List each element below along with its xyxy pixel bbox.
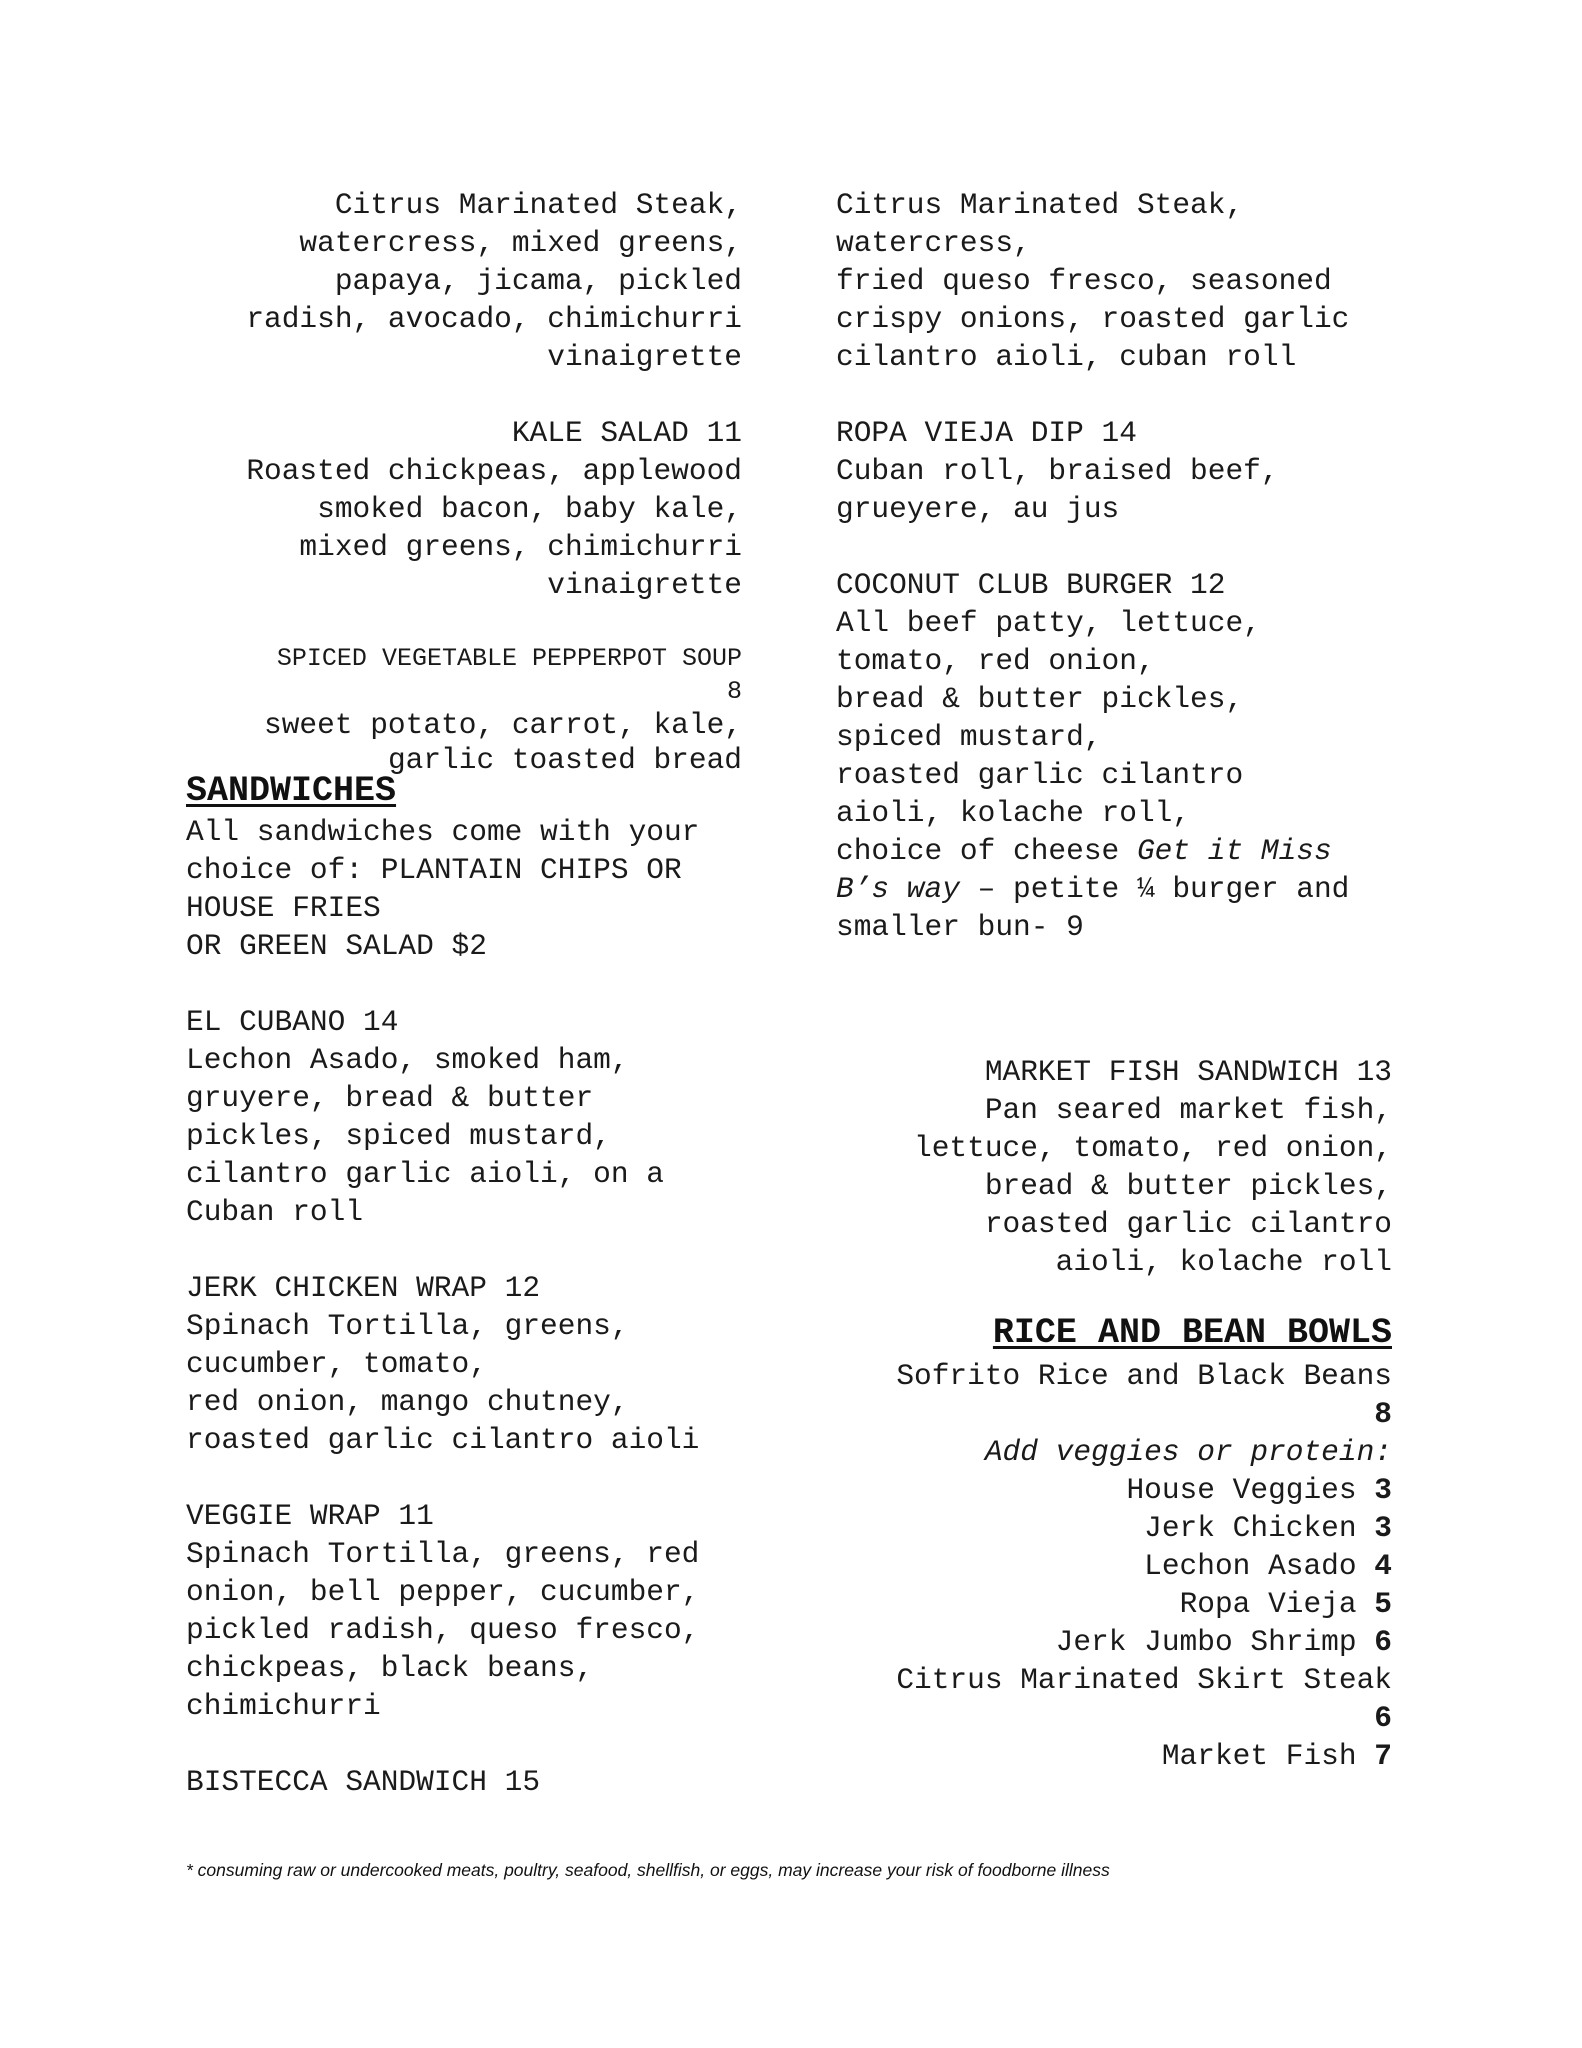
list-item — [836, 1547, 1392, 1585]
el-cubano-title: EL CUBANO 14 — [186, 1005, 399, 1039]
addon-price: 5 — [1374, 1587, 1392, 1621]
el-cubano-desc: Lechon Asado, smoked ham, gruyere, bread & butter pickles, spiced mustard, cilantro garlic aioli, on a Cuban roll — [186, 1043, 664, 1229]
skirt-steak-price: 6 — [1374, 1701, 1392, 1735]
right-top-column — [836, 186, 1401, 946]
jerk-wrap-title: JERK CHICKEN WRAP 12 — [186, 1271, 541, 1305]
burger-desc — [836, 604, 1401, 946]
ropa-vieja-desc: Cuban roll, braised beef, grueyere, au jus — [836, 454, 1279, 526]
soup-title: SPICED VEGETABLE PEPPERPOT SOUP 8 — [276, 644, 742, 706]
soup-desc: sweet potato, carrot, kale, garlic toasted bread — [264, 708, 742, 777]
addon-price: 4 — [1374, 1549, 1392, 1583]
burger-note-rest: – petite ¼ burger and smaller bun- 9 — [836, 872, 1350, 944]
footer-disclaimer: * consuming raw or undercooked meats, poultry, seafood, shellfish, or eggs, may increase your risk of foodborne illness — [186, 1860, 1110, 1880]
bowls-title: RICE AND BEAN BOWLS — [992, 1313, 1392, 1353]
skirt-steak-name: Citrus Marinated Skirt Steak — [896, 1663, 1392, 1697]
addon-list — [836, 1471, 1392, 1775]
kale-salad-desc: Roasted chickpeas, applewood smoked bacon, baby kale, mixed greens, chimichurri vinaigrette — [246, 454, 742, 602]
list-item — [836, 1585, 1392, 1623]
veggie-wrap-desc: Spinach Tortilla, greens, red onion, bell pepper, cucumber, pickled radish, queso fresco, chickpeas, black beans, chimichurri — [186, 1537, 700, 1723]
list-item — [836, 1509, 1392, 1547]
steak-salad-desc: Citrus Marinated Steak, watercress, mixed greens, papaya, jicama, pickled radish, avocado, chimichurri vinaigrette — [246, 188, 742, 374]
list-item — [836, 1737, 1392, 1775]
addon-name: Jerk Jumbo Shrimp — [1055, 1625, 1375, 1659]
right-bottom-column — [836, 1053, 1392, 1775]
left-top-column — [186, 186, 742, 778]
sandwiches-title: SANDWICHES — [186, 771, 397, 811]
addon-price: 3 — [1374, 1473, 1392, 1507]
add-label: Add veggies or protein: — [984, 1435, 1392, 1469]
burger-title: COCONUT CLUB BURGER 12 — [836, 568, 1226, 602]
list-item — [836, 1471, 1392, 1509]
fish-sandwich-desc: Pan seared market fish, lettuce, tomato, red onion, bread & butter pickles, roasted garlic cilantro aioli, kolache roll — [914, 1093, 1392, 1279]
bistecca-desc: Citrus Marinated Steak, watercress, fried queso fresco, seasoned crispy onions, roasted garlic cilantro aioli, cuban roll — [836, 188, 1350, 374]
jerk-wrap-desc: Spinach Tortilla, greens, cucumber, tomato, red onion, mango chutney, roasted garlic cilantro aioli — [186, 1309, 700, 1457]
addon-name: Jerk Chicken — [1144, 1511, 1375, 1545]
bowls-base-price: 8 — [1374, 1397, 1392, 1431]
addon-name: Market Fish — [1161, 1739, 1375, 1773]
burger-desc-text: All beef patty, lettuce, tomato, red onion, bread & butter pickles, spiced mustard, roasted garlic cilantro aioli, kolache roll, choice of cheese — [836, 606, 1261, 868]
ropa-vieja-title: ROPA VIEJA DIP 14 — [836, 416, 1137, 450]
addon-price: 6 — [1374, 1625, 1392, 1659]
bistecca-title: BISTECCA SANDWICH 15 — [186, 1765, 541, 1799]
addon-name: Ropa Vieja — [1179, 1587, 1375, 1621]
veggie-wrap-title: VEGGIE WRAP 11 — [186, 1499, 434, 1533]
fish-sandwich-title: MARKET FISH SANDWICH 13 — [984, 1055, 1392, 1089]
sandwiches-intro: All sandwiches come with your choice of: PLANTAIN CHIPS OR HOUSE FRIES OR GREEN SALAD $2 — [186, 815, 700, 963]
bowls-base: Sofrito Rice and Black Beans — [896, 1359, 1392, 1393]
addon-price: 3 — [1374, 1511, 1392, 1545]
burger-note-italic: Get it Miss B’s way — [836, 834, 1332, 906]
sandwiches-section — [186, 771, 776, 1801]
kale-salad-title: KALE SALAD 11 — [511, 416, 742, 450]
addon-name: Lechon Asado — [1144, 1549, 1375, 1583]
addon-price: 7 — [1374, 1739, 1392, 1773]
list-item — [836, 1623, 1392, 1661]
addon-name: House Veggies — [1126, 1473, 1375, 1507]
